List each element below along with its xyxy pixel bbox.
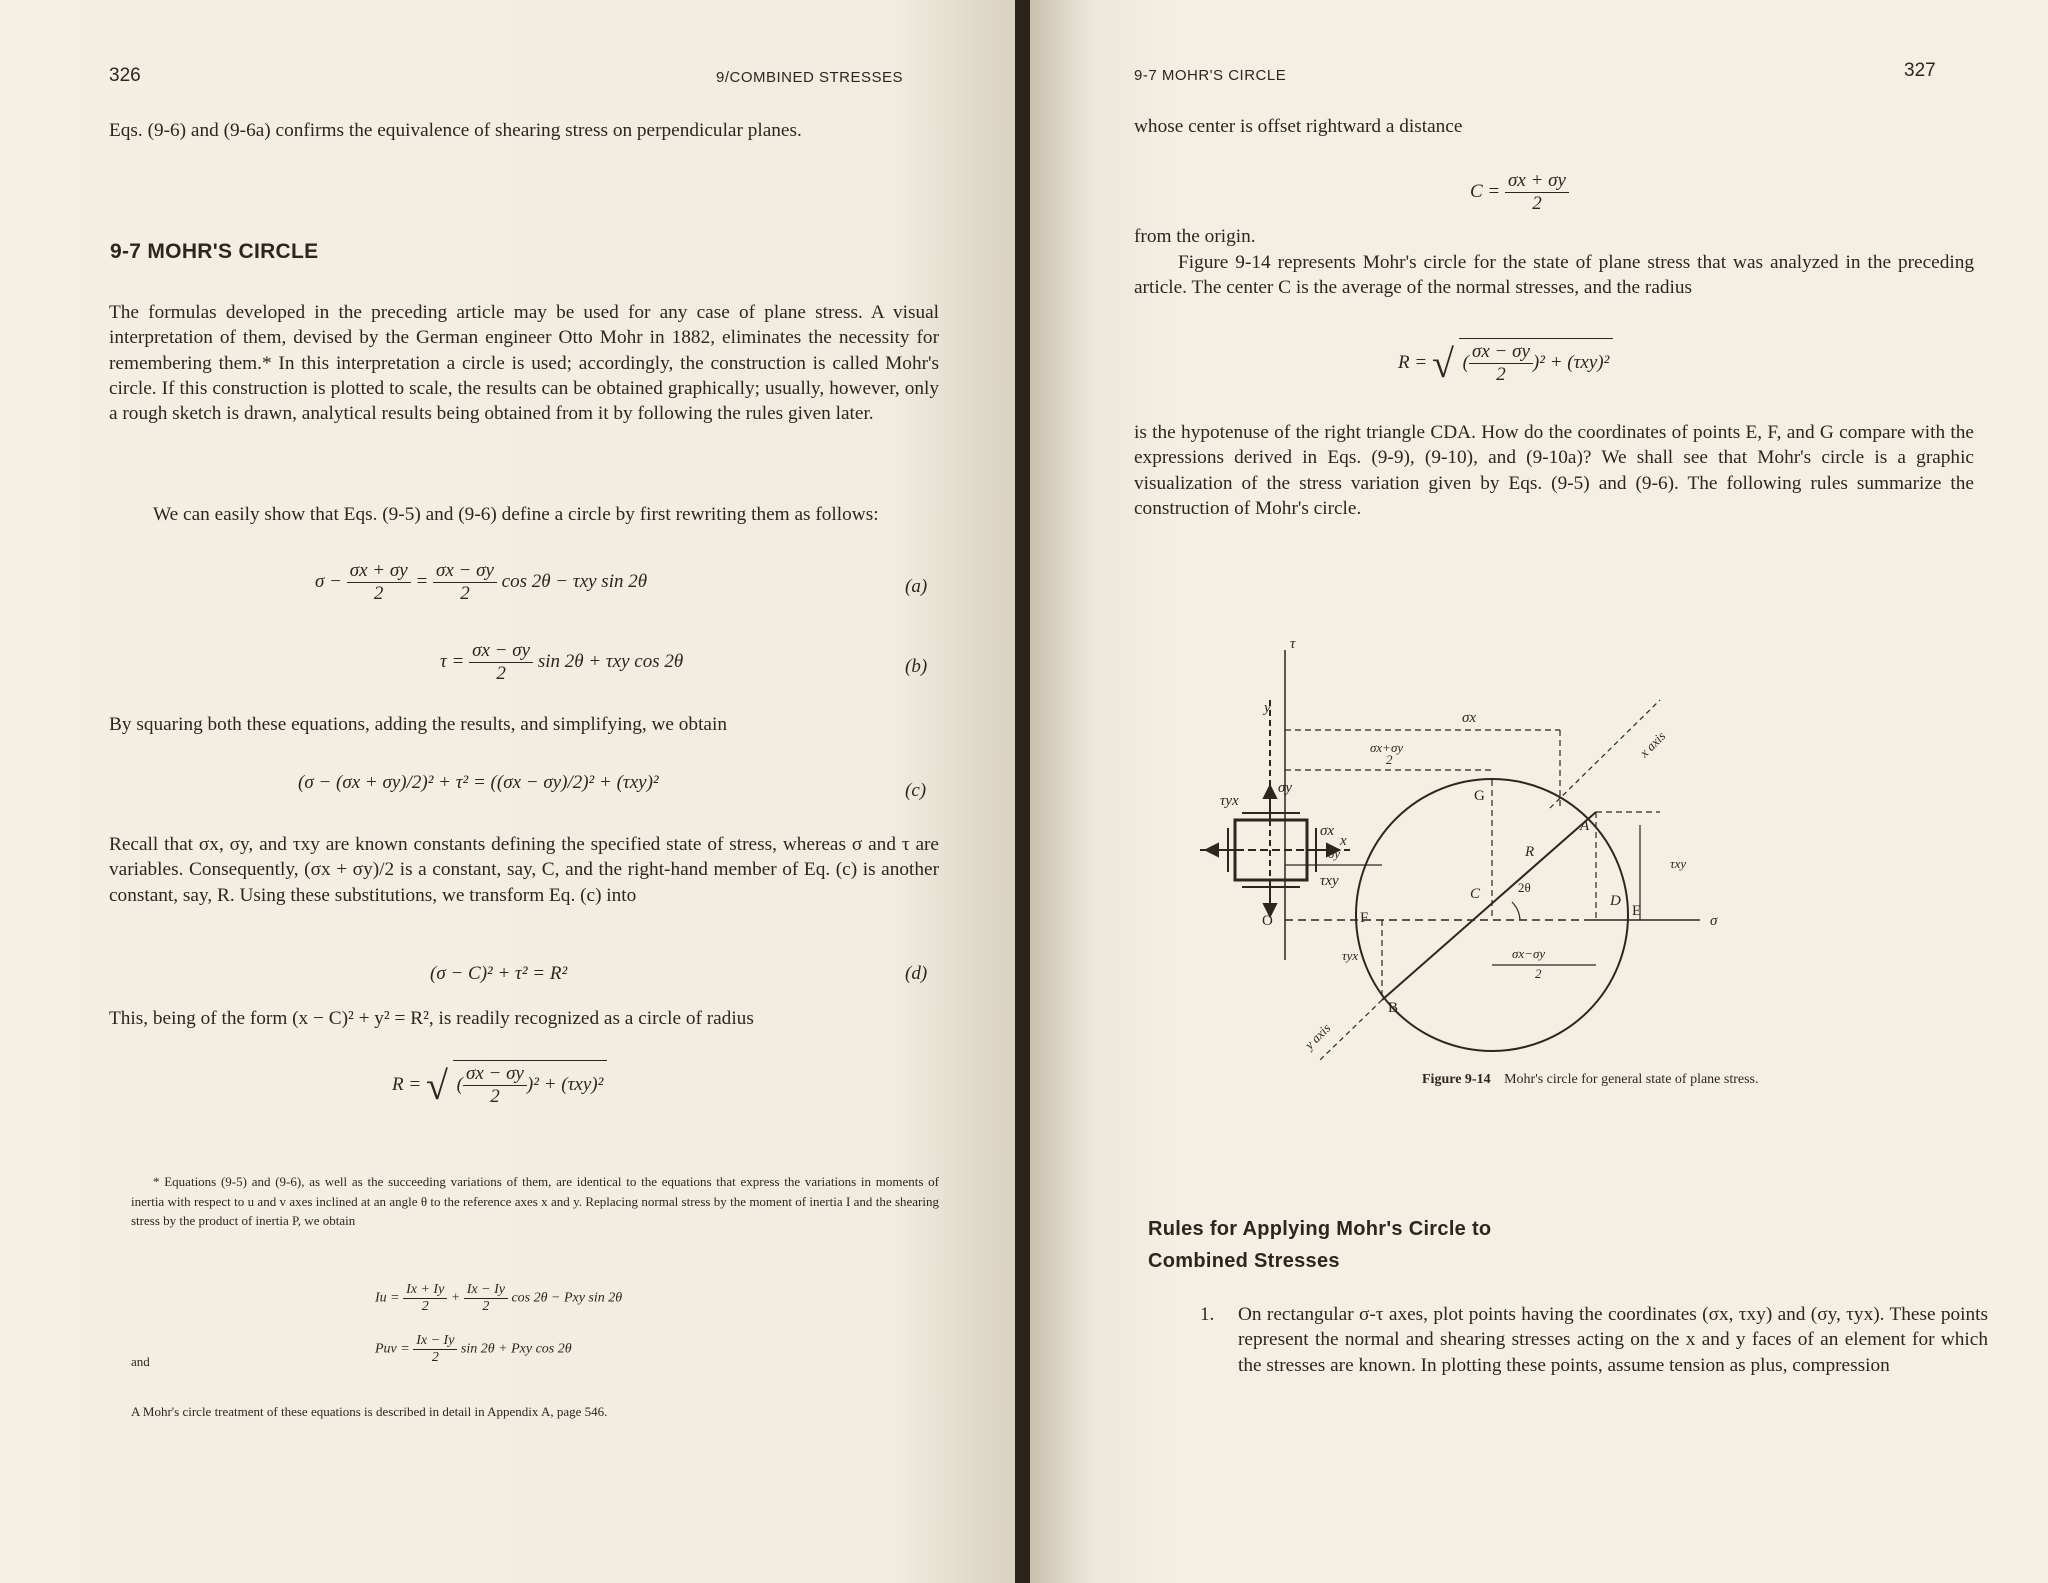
label-x-axis: x axis <box>1636 728 1669 761</box>
equation-a-tag: (a) <box>905 576 928 597</box>
label-two-theta: 2θ <box>1518 880 1531 895</box>
point-C: C <box>1470 886 1481 902</box>
paragraph-2: We can easily show that Eqs. (9-5) and (9-6) define a circle by first rewriting them as follows: <box>153 504 879 525</box>
equation-c: (σ − (σx + σy)/2)² + τ² = ((σx − σy)/2)² + (τxy)² <box>298 772 659 793</box>
mohrs-circle-figure <box>1140 640 2020 1080</box>
label-tau-xy-dim: τxy <box>1670 856 1687 871</box>
paragraph-2: from the origin. <box>1134 226 1256 247</box>
footnote: * Equations (9-5) and (9-6), as well as the succeeding variations of them, are identical to the equations that express the variations in moments of inertia with respect to u and v axes inclined at an angle θ to the reference axes x and y. Replacing normal stress by the moment of inertia I and the shearing stress by the product of inertia P, we obtain <box>131 1174 939 1228</box>
label-tau-yx: τyx <box>1220 793 1239 809</box>
paragraph-4: is the hypotenuse of the right triangle CDA. How do the coordinates of points E, F, and G compare with the expressions derived in Eqs. (9-9), (9-10), and (9-10a)? We shall see that Mohr's circle is a graphic visualization of the stress variation given by Eqs. (9-5) and (9-6). The following rules summarize the construction of Mohr's circle. <box>1134 422 1974 519</box>
point-A: A <box>1580 818 1590 834</box>
figure-caption-text: Mohr's circle for general state of plane stress. <box>1504 1072 1759 1087</box>
paragraph-1: The formulas developed in the preceding article may be used for any case of plane stress. A visual interpretation of them, devised by the German engineer Otto Mohr in 1882, eliminates the necessity for remembering them.* In this interpretation a circle is used; accordingly, the construction is called Mohr's circle. If this construction is plotted to scale, the results can be obtained graphically; usually, however, only a rough sketch is drawn, analytical results being obtained from it by following the rules given later. <box>109 302 939 425</box>
page-number: 327 <box>1904 60 1936 81</box>
label-top-sigma-x: σx <box>1462 710 1477 726</box>
paragraph-4: Recall that σx, σy, and τxy are known constants defining the specified state of stress, whereas σ and τ are variables. Consequently, (σx + σy)/2 is a constant, say, C, and the right-hand member of Eq. (c) is another constant, say, R. Using these substitutions, we transform Eq. (c) into <box>109 834 939 906</box>
subheading-line-1: Rules for Applying Mohr's Circle to <box>1148 1218 1492 1240</box>
footnote-equation-1: Iu = $\frac{Ix + Iy}{2}$ + $\frac{Ix - Iy}{2}$ cos 2θ − Pxy sin 2θ <box>375 1282 623 1314</box>
point-G: G <box>1474 788 1485 804</box>
diameter-line <box>1382 812 1596 1000</box>
equation-c-tag: (c) <box>905 780 927 801</box>
equation-a: σ − $\frac{\sigma x + \sigma y}{2}$ = $\frac{\sigma x - \sigma y}{2}$ cos 2θ − τxy sin 2θ <box>315 560 648 604</box>
label-center-frac-num: σx+σy <box>1370 740 1404 755</box>
footnote-appendix: A Mohr's circle treatment of these equations is described in detail in Appendix A, page 546. <box>131 1404 608 1419</box>
point-D: D <box>1610 893 1621 909</box>
running-head: 9-7 MOHR'S CIRCLE <box>1134 67 1287 84</box>
label-half-diff-num: σx−σy <box>1512 946 1546 961</box>
label-tau-axis: τ <box>1290 640 1296 652</box>
rule-1-number: 1. <box>1200 1304 1215 1325</box>
label-sigma-y-dim: σy <box>1328 846 1341 861</box>
point-O: O <box>1262 913 1273 929</box>
label-tau-xy: τxy <box>1320 873 1339 889</box>
equation-center: C = $\frac{\sigma x + \sigma y}{2}$ <box>1470 170 1569 215</box>
left-page <box>0 0 1015 1583</box>
equation-radius: R = √ ( $\frac{\sigma x - \sigma y}{2}$ )² + (τxy)² <box>392 1060 607 1110</box>
label-y-axis: y axis <box>1301 1020 1334 1053</box>
point-F: F <box>1360 910 1369 926</box>
paragraph-5: This, being of the form (x − C)² + y² = R², is readily recognized as a circle of radius <box>109 1008 754 1029</box>
running-head: 9/COMBINED STRESSES <box>716 69 904 86</box>
paragraph-3: By squaring both these equations, adding the results, and simplifying, we obtain <box>109 714 727 735</box>
figure-caption-label: Figure 9-14 <box>1422 1072 1491 1087</box>
equation-b: τ = $\frac{\sigma x - \sigma y}{2}$ sin 2θ + τxy cos 2θ <box>440 640 684 684</box>
label-sigma-axis: σ <box>1710 913 1718 929</box>
paragraph-3: Figure 9-14 represents Mohr's circle for the state of plane stress that was analyzed in the preceding article. The center C is the average of the normal stresses, and the radius <box>1134 252 1974 299</box>
page-number: 326 <box>109 65 141 86</box>
label-center-frac-den: 2 <box>1386 752 1393 767</box>
label-tau-yx-dim: τyx <box>1342 948 1359 963</box>
label-R: R <box>1525 844 1535 860</box>
equation-d-tag: (d) <box>905 963 928 984</box>
label-x: x <box>1340 833 1347 849</box>
subheading-line-2: Combined Stresses <box>1148 1250 1340 1272</box>
footnote-and: and <box>131 1354 150 1369</box>
top-paragraph: Eqs. (9-6) and (9-6a) confirms the equivalence of shearing stress on perpendicular planes. <box>109 120 802 141</box>
equation-radius: R = √ ( $\frac{\sigma x - \sigma y}{2}$ )² + (τxy)² <box>1398 338 1613 388</box>
equation-d: (σ − C)² + τ² = R² <box>430 963 568 984</box>
label-half-diff-den: 2 <box>1535 966 1542 981</box>
footnote-equation-2: Puv = $\frac{Ix - Iy}{2}$ sin 2θ + Pxy cos 2θ <box>375 1333 572 1365</box>
point-E: E <box>1632 903 1642 919</box>
section-heading: 9-7 MOHR'S CIRCLE <box>110 240 319 263</box>
label-sigma-y: σy <box>1278 780 1293 796</box>
paragraph-1: whose center is offset rightward a distance <box>1134 116 1463 137</box>
figure-caption <box>1422 1072 1759 1088</box>
label-y: y <box>1264 700 1271 716</box>
label-sigma-x: σx <box>1320 823 1335 839</box>
right-page <box>1030 0 2048 1583</box>
equation-b-tag: (b) <box>905 656 928 677</box>
rule-1-text: On rectangular σ-τ axes, plot points having the coordinates (σx, τxy) and (σy, τyx). These points represent the normal and shearing stresses acting on the x and y faces of an element for which the stresses are known. In plotting these points, assume tension as plus, compression <box>1238 1304 1988 1376</box>
point-B: B <box>1388 1000 1399 1016</box>
